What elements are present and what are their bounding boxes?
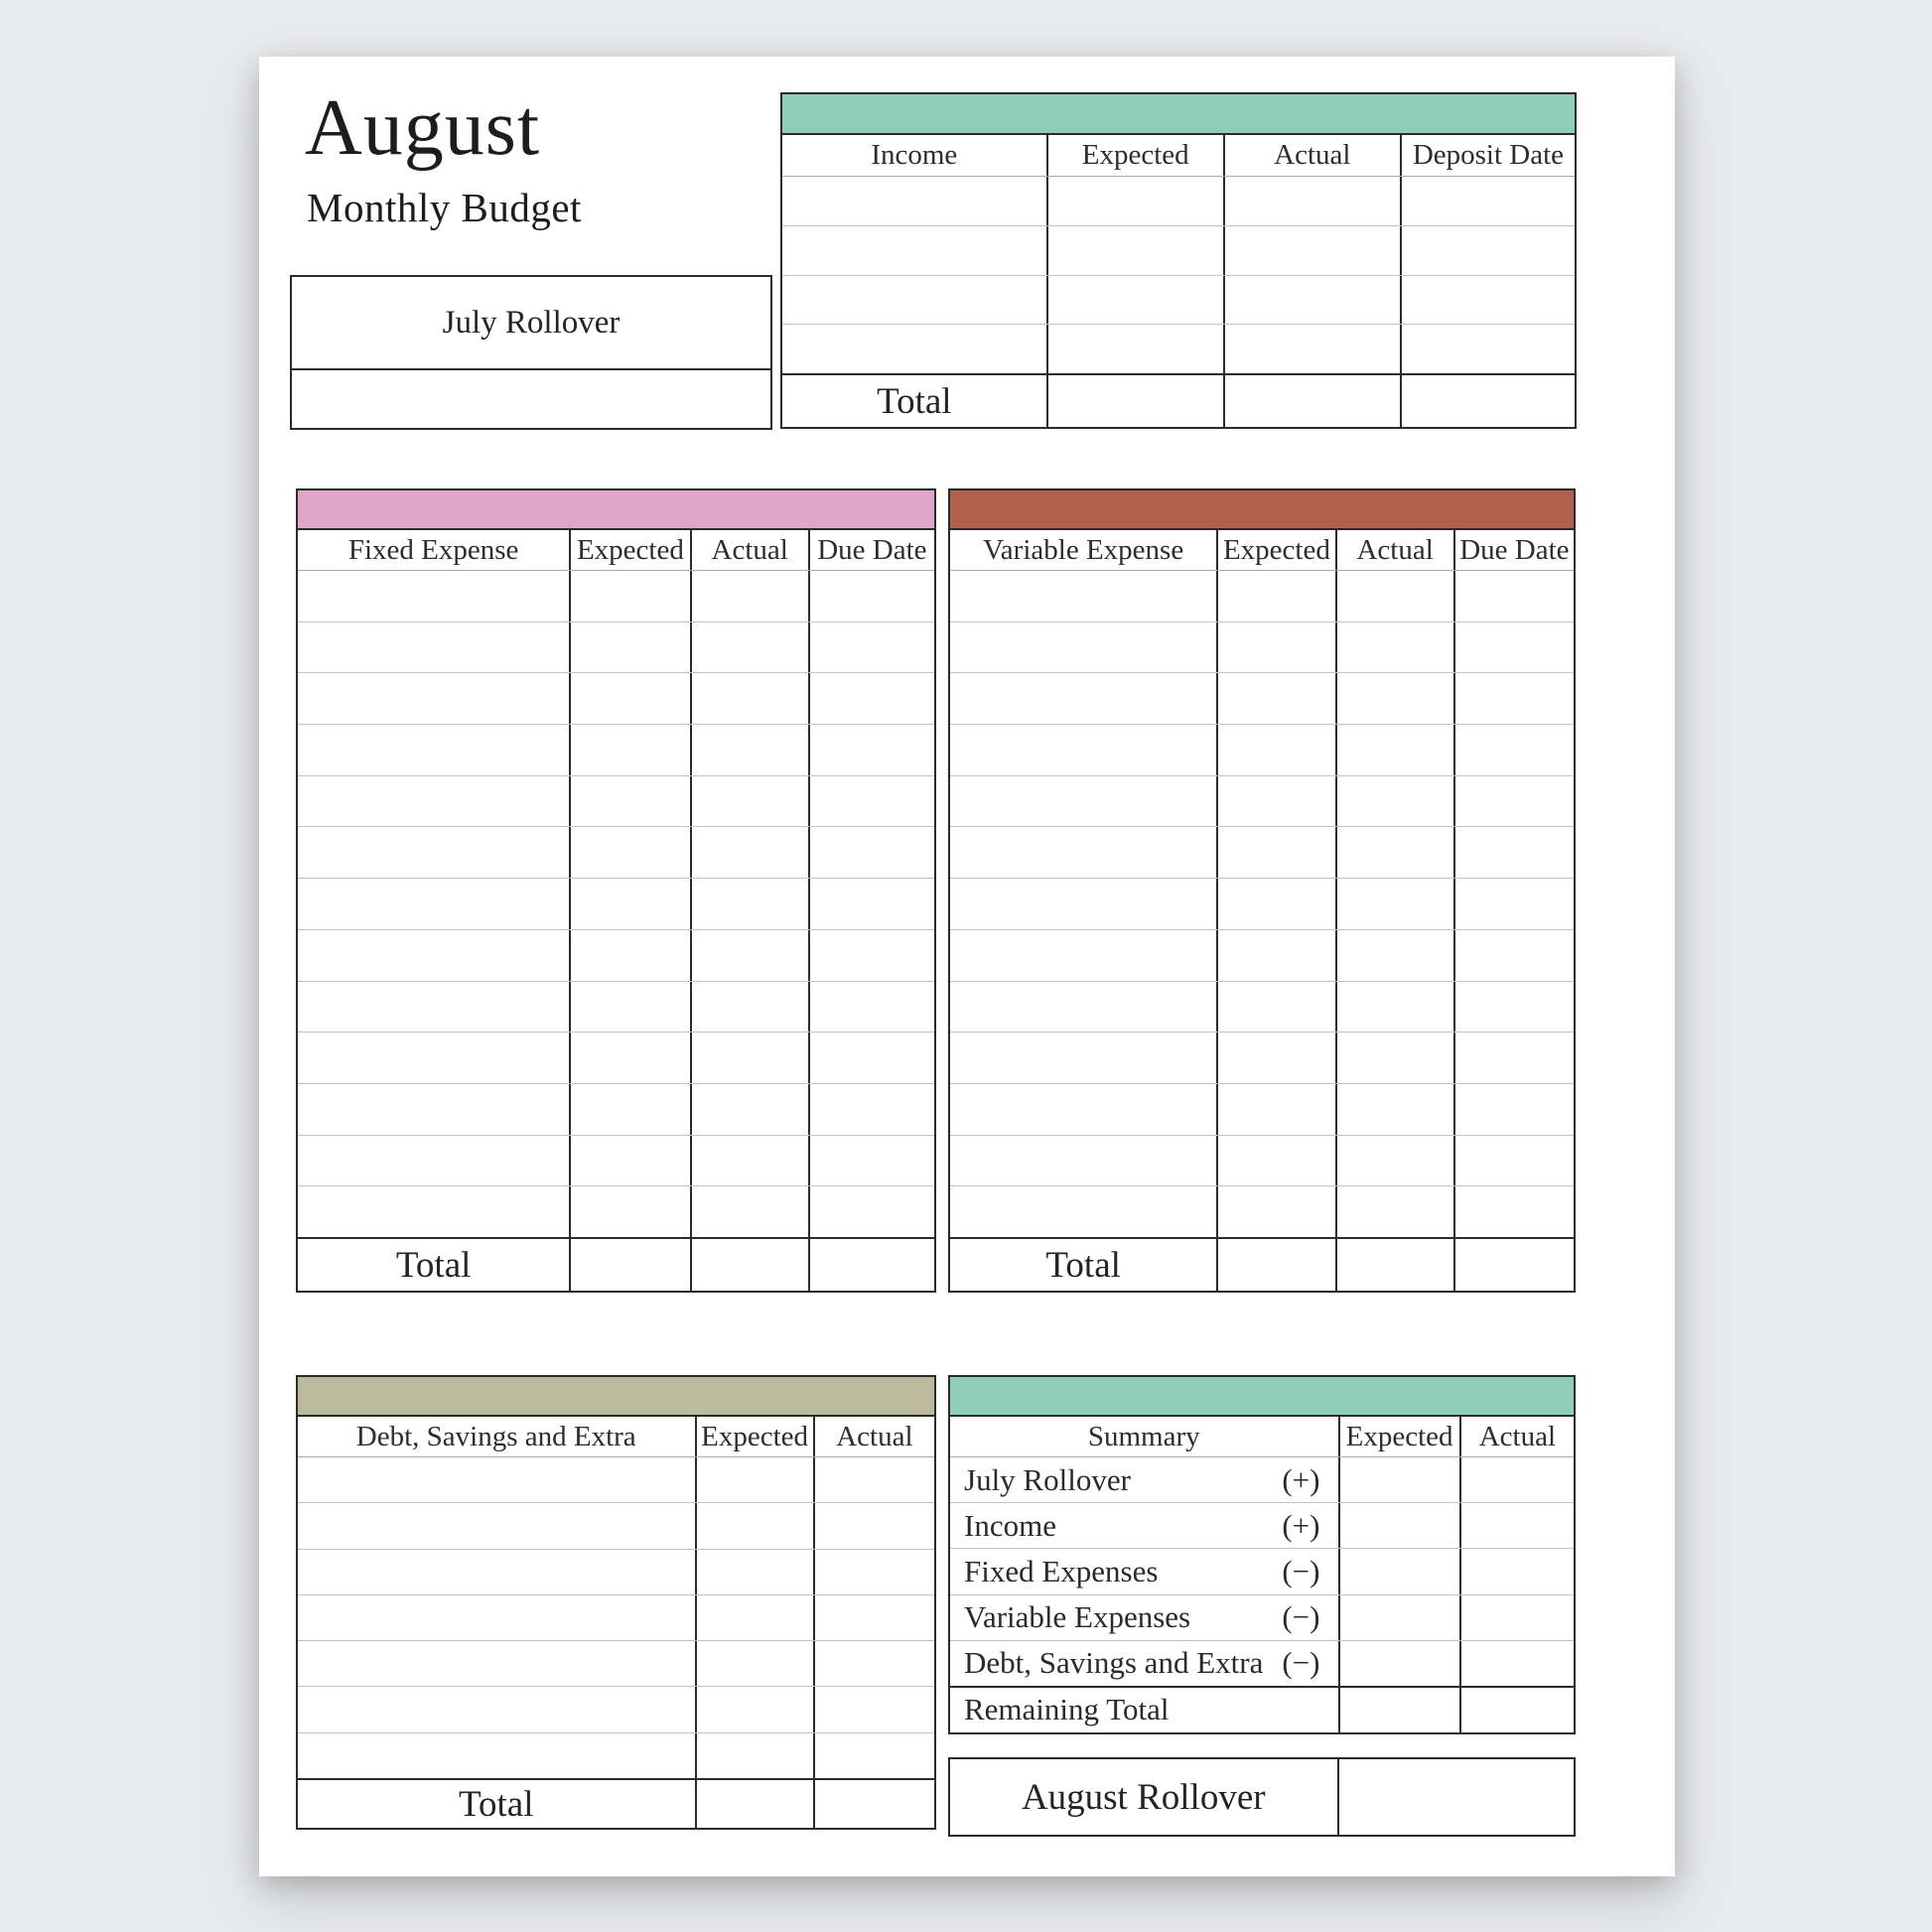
income-name-cell[interactable] (782, 276, 1046, 325)
debt-savings-name-cell[interactable] (298, 1687, 695, 1731)
fixed-expense-name-cell[interactable] (298, 725, 569, 775)
variable-expense-empty-row (950, 622, 1574, 674)
actual-column-header: Actual (690, 530, 808, 570)
variable-expense-header-row (950, 530, 1574, 571)
fixed-expense-due-date-cell[interactable] (808, 571, 934, 621)
fixed-expense-due-date-cell[interactable] (808, 673, 934, 724)
fixed-expense-color-bar (298, 490, 934, 530)
variable-expense-expected-cell[interactable] (1216, 622, 1334, 673)
fixed-expense-expected-cell[interactable] (569, 827, 689, 878)
variable-expense-due-date-cell[interactable] (1453, 1136, 1574, 1186)
debt-savings-empty-row (298, 1503, 934, 1549)
august-rollover-box (948, 1757, 1576, 1837)
variable-expense-expected-cell[interactable] (1216, 673, 1334, 724)
fixed-expense-due-date-cell[interactable] (808, 982, 934, 1033)
fixed-expense-due-date-cell[interactable] (808, 879, 934, 929)
variable-expense-actual-cell[interactable] (1335, 673, 1453, 724)
page-subtitle: Monthly Budget (307, 185, 582, 230)
debt-savings-name-cell[interactable] (298, 1733, 695, 1778)
fixed-expense-empty-row (298, 776, 934, 828)
summary-row-label: July Rollover (964, 1461, 1131, 1497)
variable-expense-expected-cell[interactable] (1216, 827, 1334, 878)
variable-expense-due-date-cell[interactable] (1453, 1033, 1574, 1083)
variable-expense-actual-cell[interactable] (1335, 930, 1453, 981)
fixed-expense-table (296, 488, 936, 1293)
expected-column-header: Expected (1338, 1417, 1459, 1456)
debt-savings-expected-cell[interactable] (695, 1641, 813, 1686)
deposit-date-column-header: Deposit Date (1400, 135, 1575, 176)
fixed-expense-due-date-cell[interactable] (808, 930, 934, 981)
fixed-expense-actual-cell[interactable] (690, 879, 808, 929)
fixed-expense-name-cell[interactable] (298, 1084, 569, 1135)
income-deposit-date-cell[interactable] (1400, 226, 1575, 275)
debt-savings-expected-cell[interactable] (695, 1457, 813, 1502)
fixed-expense-expected-cell[interactable] (569, 1084, 689, 1135)
actual-column-header: Actual (1459, 1417, 1574, 1456)
variable-expense-expected-cell[interactable] (1216, 776, 1334, 827)
fixed-expense-empty-row (298, 725, 934, 776)
fixed-expense-expected-cell[interactable] (569, 1136, 689, 1186)
actual-column-header: Actual (1223, 135, 1400, 176)
fixed-expense-name-cell[interactable] (298, 879, 569, 929)
summary-row-sign: (+) (1282, 1461, 1320, 1497)
variable-expense-empty-row (950, 673, 1574, 725)
summary-actual-cell[interactable] (1459, 1503, 1574, 1548)
fixed-expense-actual-cell[interactable] (690, 1186, 808, 1237)
variable-expense-due-date-cell[interactable] (1453, 571, 1574, 621)
fixed-expense-total-row (298, 1237, 934, 1291)
summary-row-income (950, 1503, 1574, 1549)
fixed-expense-actual-cell[interactable] (690, 571, 808, 621)
fixed-expense-empty-row (298, 1186, 934, 1237)
summary-expected-cell[interactable] (1338, 1595, 1459, 1640)
debt-savings-actual-cell[interactable] (813, 1550, 934, 1594)
fixed-expense-due-date-cell[interactable] (808, 1136, 934, 1186)
variable-expense-empty-row (950, 827, 1574, 879)
income-table-color-bar (782, 94, 1575, 135)
summary-column-header: Summary (1087, 1420, 1200, 1452)
variable-expense-table-body (950, 571, 1574, 1237)
debt-savings-expected-cell[interactable] (695, 1733, 813, 1778)
variable-expense-total-row (950, 1237, 1574, 1291)
fixed-expense-due-date-cell[interactable] (808, 725, 934, 775)
fixed-expense-expected-cell[interactable] (569, 776, 689, 827)
variable-expense-actual-cell[interactable] (1335, 776, 1453, 827)
variable-expense-name-cell[interactable] (950, 673, 1216, 724)
debt-savings-expected-cell[interactable] (695, 1595, 813, 1640)
fixed-expense-expected-cell[interactable] (569, 879, 689, 929)
variable-expense-name-cell[interactable] (950, 1136, 1216, 1186)
fixed-expense-actual-cell[interactable] (690, 827, 808, 878)
variable-expense-actual-cell[interactable] (1335, 827, 1453, 878)
fixed-expense-empty-row (298, 930, 934, 982)
summary-expected-cell[interactable] (1338, 1641, 1459, 1686)
variable-expense-name-cell[interactable] (950, 725, 1216, 775)
debt-savings-expected-cell[interactable] (695, 1503, 813, 1548)
variable-expense-empty-row (950, 1186, 1574, 1237)
fixed-expense-total-label: Total (395, 1244, 472, 1286)
variable-expense-column-header: Variable Expense (983, 533, 1184, 566)
fixed-expense-actual-cell[interactable] (690, 1084, 808, 1135)
debt-savings-total-row (298, 1778, 934, 1828)
summary-row-remaining-total (950, 1686, 1574, 1732)
fixed-expense-expected-cell[interactable] (569, 1033, 689, 1083)
variable-expense-actual-cell[interactable] (1335, 879, 1453, 929)
debt-savings-name-cell[interactable] (298, 1457, 695, 1502)
fixed-expense-actual-cell[interactable] (690, 622, 808, 673)
debt-savings-color-bar (298, 1377, 934, 1417)
summary-row-label: Variable Expenses (964, 1599, 1191, 1635)
variable-expense-actual-cell[interactable] (1335, 1186, 1453, 1237)
variable-expense-name-cell[interactable] (950, 879, 1216, 929)
debt-savings-empty-row (298, 1550, 934, 1595)
summary-actual-cell[interactable] (1459, 1641, 1574, 1686)
income-deposit-date-cell[interactable] (1400, 276, 1575, 325)
remaining-total-label: Remaining Total (964, 1692, 1170, 1727)
variable-expense-expected-cell[interactable] (1216, 982, 1334, 1033)
variable-expense-actual-cell[interactable] (1335, 1084, 1453, 1135)
variable-expense-empty-row (950, 982, 1574, 1034)
summary-row-label: Debt, Savings and Extra (964, 1645, 1264, 1681)
july-rollover-box (290, 275, 772, 430)
income-total-expected-cell[interactable] (1046, 375, 1223, 427)
variable-expense-empty-row (950, 930, 1574, 982)
debt-savings-header-row (298, 1417, 934, 1457)
fixed-expense-empty-row (298, 827, 934, 879)
income-expected-cell[interactable] (1046, 276, 1223, 325)
fixed-expense-empty-row (298, 1084, 934, 1136)
fixed-expense-empty-row (298, 1033, 934, 1084)
summary-actual-cell[interactable] (1459, 1549, 1574, 1593)
expected-column-header: Expected (1216, 530, 1334, 570)
fixed-expense-empty-row (298, 1136, 934, 1187)
variable-expense-expected-cell[interactable] (1216, 879, 1334, 929)
july-rollover-value-cell[interactable] (292, 370, 770, 428)
expected-column-header: Expected (1046, 135, 1223, 176)
variable-expense-name-cell[interactable] (950, 1033, 1216, 1083)
variable-expense-due-date-cell[interactable] (1453, 673, 1574, 724)
fixed-expense-empty-row (298, 673, 934, 725)
fixed-expense-expected-cell[interactable] (569, 1186, 689, 1237)
due-date-column-header: Due Date (1453, 530, 1574, 570)
debt-savings-column-header: Debt, Savings and Extra (355, 1420, 636, 1452)
variable-expense-due-date-cell[interactable] (1453, 879, 1574, 929)
fixed-expense-name-cell[interactable] (298, 571, 569, 621)
variable-expense-empty-row (950, 1084, 1574, 1136)
summary-row-variable-expenses (950, 1595, 1574, 1641)
debt-savings-actual-cell[interactable] (813, 1457, 934, 1502)
income-total-row (782, 373, 1575, 427)
fixed-expense-actual-cell[interactable] (690, 1033, 808, 1083)
income-name-cell[interactable] (782, 325, 1046, 373)
variable-expense-total-expected-cell[interactable] (1216, 1239, 1334, 1291)
income-table-header-row (782, 135, 1575, 177)
variable-expense-total-label: Total (1045, 1244, 1121, 1286)
variable-expense-expected-cell[interactable] (1216, 725, 1334, 775)
fixed-expense-actual-cell[interactable] (690, 930, 808, 981)
variable-expense-actual-cell[interactable] (1335, 1136, 1453, 1186)
fixed-expense-name-cell[interactable] (298, 622, 569, 673)
summary-actual-cell[interactable] (1459, 1457, 1574, 1502)
debt-savings-name-cell[interactable] (298, 1595, 695, 1640)
summary-expected-cell[interactable] (1338, 1457, 1459, 1502)
variable-expense-due-date-cell[interactable] (1453, 776, 1574, 827)
remaining-total-expected-cell[interactable] (1338, 1688, 1459, 1732)
debt-savings-actual-cell[interactable] (813, 1687, 934, 1731)
actual-column-header: Actual (1335, 530, 1453, 570)
variable-expense-expected-cell[interactable] (1216, 930, 1334, 981)
fixed-expense-total-actual-cell[interactable] (690, 1239, 808, 1291)
remaining-total-actual-cell[interactable] (1459, 1688, 1574, 1732)
variable-expense-empty-row (950, 776, 1574, 828)
fixed-expense-due-date-cell[interactable] (808, 827, 934, 878)
summary-color-bar (950, 1377, 1574, 1417)
summary-row-debt-savings (950, 1641, 1574, 1687)
variable-expense-name-cell[interactable] (950, 827, 1216, 878)
income-deposit-date-cell[interactable] (1400, 325, 1575, 373)
variable-expense-total-due-date-cell[interactable] (1453, 1239, 1574, 1291)
debt-savings-empty-row (298, 1595, 934, 1641)
fixed-expense-table-body (298, 571, 934, 1237)
fixed-expense-expected-cell[interactable] (569, 725, 689, 775)
fixed-expense-total-due-date-cell[interactable] (808, 1239, 934, 1291)
fixed-expense-name-cell[interactable] (298, 1186, 569, 1237)
summary-row-label: Fixed Expenses (964, 1553, 1159, 1588)
august-rollover-label: August Rollover (1021, 1776, 1266, 1818)
fixed-expense-expected-cell[interactable] (569, 673, 689, 724)
variable-expense-name-cell[interactable] (950, 571, 1216, 621)
debt-savings-total-label: Total (459, 1783, 534, 1825)
summary-row-fixed-expenses (950, 1549, 1574, 1594)
fixed-expense-actual-cell[interactable] (690, 1136, 808, 1186)
debt-savings-name-cell[interactable] (298, 1641, 695, 1686)
income-expected-cell[interactable] (1046, 325, 1223, 373)
income-name-cell[interactable] (782, 226, 1046, 275)
variable-expense-expected-cell[interactable] (1216, 1186, 1334, 1237)
variable-expense-name-cell[interactable] (950, 982, 1216, 1033)
summary-row-sign: (−) (1282, 1553, 1320, 1588)
variable-expense-expected-cell[interactable] (1216, 1033, 1334, 1083)
summary-table (948, 1375, 1576, 1734)
fixed-expense-due-date-cell[interactable] (808, 776, 934, 827)
income-actual-cell[interactable] (1223, 177, 1400, 225)
fixed-expense-actual-cell[interactable] (690, 725, 808, 775)
fixed-expense-empty-row (298, 982, 934, 1034)
variable-expense-expected-cell[interactable] (1216, 1136, 1334, 1186)
debt-savings-empty-row (298, 1687, 934, 1732)
fixed-expense-empty-row (298, 571, 934, 622)
variable-expense-name-cell[interactable] (950, 930, 1216, 981)
fixed-expense-expected-cell[interactable] (569, 982, 689, 1033)
income-expected-cell[interactable] (1046, 177, 1223, 225)
debt-savings-total-actual-cell[interactable] (813, 1780, 934, 1828)
variable-expense-name-cell[interactable] (950, 776, 1216, 827)
variable-expense-expected-cell[interactable] (1216, 571, 1334, 621)
fixed-expense-actual-cell[interactable] (690, 982, 808, 1033)
summary-header-row (950, 1417, 1574, 1457)
debt-savings-name-cell[interactable] (298, 1503, 695, 1548)
summary-actual-cell[interactable] (1459, 1595, 1574, 1640)
fixed-expense-due-date-cell[interactable] (808, 1033, 934, 1083)
variable-expense-name-cell[interactable] (950, 1186, 1216, 1237)
income-expected-cell[interactable] (1046, 226, 1223, 275)
fixed-expense-name-cell[interactable] (298, 982, 569, 1033)
variable-expense-total-actual-cell[interactable] (1335, 1239, 1453, 1291)
fixed-expense-due-date-cell[interactable] (808, 1186, 934, 1237)
fixed-expense-empty-row (298, 622, 934, 674)
variable-expense-empty-row (950, 879, 1574, 930)
income-table-body (782, 177, 1575, 373)
variable-expense-empty-row (950, 1136, 1574, 1187)
income-empty-row (782, 276, 1575, 326)
fixed-expense-name-cell[interactable] (298, 827, 569, 878)
variable-expense-expected-cell[interactable] (1216, 1084, 1334, 1135)
august-rollover-value-cell[interactable] (1337, 1759, 1574, 1835)
summary-row-sign: (−) (1282, 1645, 1320, 1681)
variable-expense-empty-row (950, 725, 1574, 776)
debt-savings-expected-cell[interactable] (695, 1687, 813, 1731)
variable-expense-actual-cell[interactable] (1335, 725, 1453, 775)
fixed-expense-total-expected-cell[interactable] (569, 1239, 689, 1291)
debt-savings-actual-cell[interactable] (813, 1503, 934, 1548)
page-title: August (305, 84, 541, 172)
fixed-expense-expected-cell[interactable] (569, 930, 689, 981)
summary-row-label: Income (964, 1507, 1056, 1543)
income-actual-cell[interactable] (1223, 226, 1400, 275)
income-empty-row (782, 177, 1575, 226)
fixed-expense-header-row (298, 530, 934, 571)
fixed-expense-expected-cell[interactable] (569, 622, 689, 673)
variable-expense-actual-cell[interactable] (1335, 1033, 1453, 1083)
variable-expense-color-bar (950, 490, 1574, 530)
budget-page (259, 57, 1675, 1876)
debt-savings-empty-row (298, 1733, 934, 1778)
expected-column-header: Expected (569, 530, 689, 570)
fixed-expense-name-cell[interactable] (298, 1033, 569, 1083)
fixed-expense-name-cell[interactable] (298, 776, 569, 827)
fixed-expense-expected-cell[interactable] (569, 571, 689, 621)
debt-savings-table-body (298, 1457, 934, 1778)
fixed-expense-name-cell[interactable] (298, 673, 569, 724)
fixed-expense-actual-cell[interactable] (690, 673, 808, 724)
income-column-header: Income (871, 139, 958, 171)
variable-expense-empty-row (950, 571, 1574, 622)
variable-expense-actual-cell[interactable] (1335, 982, 1453, 1033)
variable-expense-due-date-cell[interactable] (1453, 725, 1574, 775)
debt-savings-actual-cell[interactable] (813, 1595, 934, 1640)
fixed-expense-due-date-cell[interactable] (808, 622, 934, 673)
income-empty-row (782, 325, 1575, 373)
fixed-expense-actual-cell[interactable] (690, 776, 808, 827)
fixed-expense-column-header: Fixed Expense (347, 533, 519, 566)
income-total-actual-cell[interactable] (1223, 375, 1400, 427)
debt-savings-total-expected-cell[interactable] (695, 1780, 813, 1828)
variable-expense-actual-cell[interactable] (1335, 622, 1453, 673)
fixed-expense-empty-row (298, 879, 934, 930)
actual-column-header: Actual (813, 1417, 934, 1456)
variable-expense-name-cell[interactable] (950, 1084, 1216, 1135)
debt-savings-actual-cell[interactable] (813, 1733, 934, 1778)
income-empty-row (782, 226, 1575, 276)
summary-expected-cell[interactable] (1338, 1503, 1459, 1548)
debt-savings-actual-cell[interactable] (813, 1641, 934, 1686)
debt-savings-name-cell[interactable] (298, 1550, 695, 1594)
debt-savings-empty-row (298, 1457, 934, 1503)
variable-expense-due-date-cell[interactable] (1453, 622, 1574, 673)
income-actual-cell[interactable] (1223, 276, 1400, 325)
variable-expense-actual-cell[interactable] (1335, 571, 1453, 621)
variable-expense-table (948, 488, 1576, 1293)
income-total-deposit-date-cell[interactable] (1400, 375, 1575, 427)
income-actual-cell[interactable] (1223, 325, 1400, 373)
debt-savings-empty-row (298, 1641, 934, 1687)
summary-table-body (950, 1457, 1574, 1732)
income-total-label: Total (877, 380, 952, 422)
variable-expense-due-date-cell[interactable] (1453, 982, 1574, 1033)
fixed-expense-due-date-cell[interactable] (808, 1084, 934, 1135)
due-date-column-header: Due Date (808, 530, 934, 570)
variable-expense-due-date-cell[interactable] (1453, 930, 1574, 981)
july-rollover-label: July Rollover (292, 277, 770, 370)
income-name-cell[interactable] (782, 177, 1046, 225)
fixed-expense-name-cell[interactable] (298, 930, 569, 981)
expected-column-header: Expected (695, 1417, 813, 1456)
variable-expense-due-date-cell[interactable] (1453, 1084, 1574, 1135)
summary-expected-cell[interactable] (1338, 1549, 1459, 1593)
income-deposit-date-cell[interactable] (1400, 177, 1575, 225)
income-table (780, 92, 1577, 429)
summary-row-sign: (−) (1282, 1599, 1320, 1635)
variable-expense-empty-row (950, 1033, 1574, 1084)
debt-savings-expected-cell[interactable] (695, 1550, 813, 1594)
variable-expense-due-date-cell[interactable] (1453, 1186, 1574, 1237)
variable-expense-due-date-cell[interactable] (1453, 827, 1574, 878)
variable-expense-name-cell[interactable] (950, 622, 1216, 673)
debt-savings-table (296, 1375, 936, 1830)
summary-row-sign: (+) (1282, 1507, 1320, 1543)
summary-row-july-rollover (950, 1457, 1574, 1503)
fixed-expense-name-cell[interactable] (298, 1136, 569, 1186)
